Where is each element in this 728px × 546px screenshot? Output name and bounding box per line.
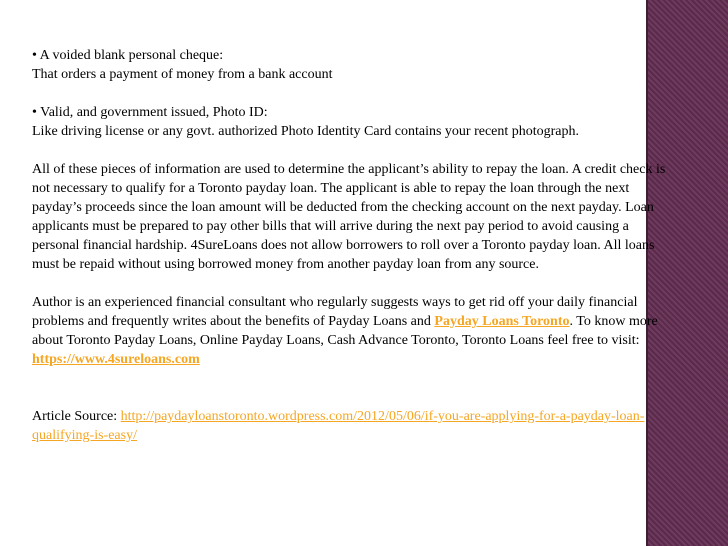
payday-loans-toronto-link[interactable]: Payday Loans Toronto (434, 314, 570, 329)
article-source (32, 407, 672, 445)
cheque-bullet: • A voided blank personal cheque: (32, 48, 224, 63)
author-text-part1: Author is an experienced financial consultant who regularly suggests ways to get rid off your daily financial problems and frequently writes about the benefits of Payday Loans and (32, 295, 638, 329)
photo-id-description: Like driving license or any govt. authorized Photo Identity Card contains your recent photograph. (32, 124, 580, 139)
author-text-part2: . To know more about Toronto Payday Loans, Online Payday Loans, Cash Advance Toronto, Toronto Loans feel free to visit: (32, 314, 658, 348)
main-paragraph: All of these pieces of information are used to determine the applicant’s ability to repay the loan. A credit check is not necessary to qualify for a Toronto payday loan. The applicant is able to repay the loan through the next payday’s proceeds since the loan amount will be deducted from the checking account on the next payday. Loan applicants must be prepared to pay other bills that will arrive during the next pay period to avoid causing a personal financial hardship. 4SureLoans does not allow borrowers to roll over a Toronto payday loan. All loans must be repaid without using borrowed money from another payday loan from any source. (32, 162, 666, 272)
article-source-link[interactable]: http://paydayloanstoronto.wordpress.com/2012/05/06/if-you-are-applying-for-a-payday-loan-qualifying-is-easy/ (32, 409, 645, 443)
article-source-label: Article Source: (32, 409, 121, 424)
photo-id-bullet: • Valid, and government issued, Photo ID: (32, 105, 268, 120)
4sureloans-link[interactable]: https://www.4sureloans.com (32, 352, 200, 367)
slide-content (32, 46, 672, 445)
author-paragraph (32, 293, 672, 369)
cheque-description: That orders a payment of money from a bank account (32, 67, 333, 82)
